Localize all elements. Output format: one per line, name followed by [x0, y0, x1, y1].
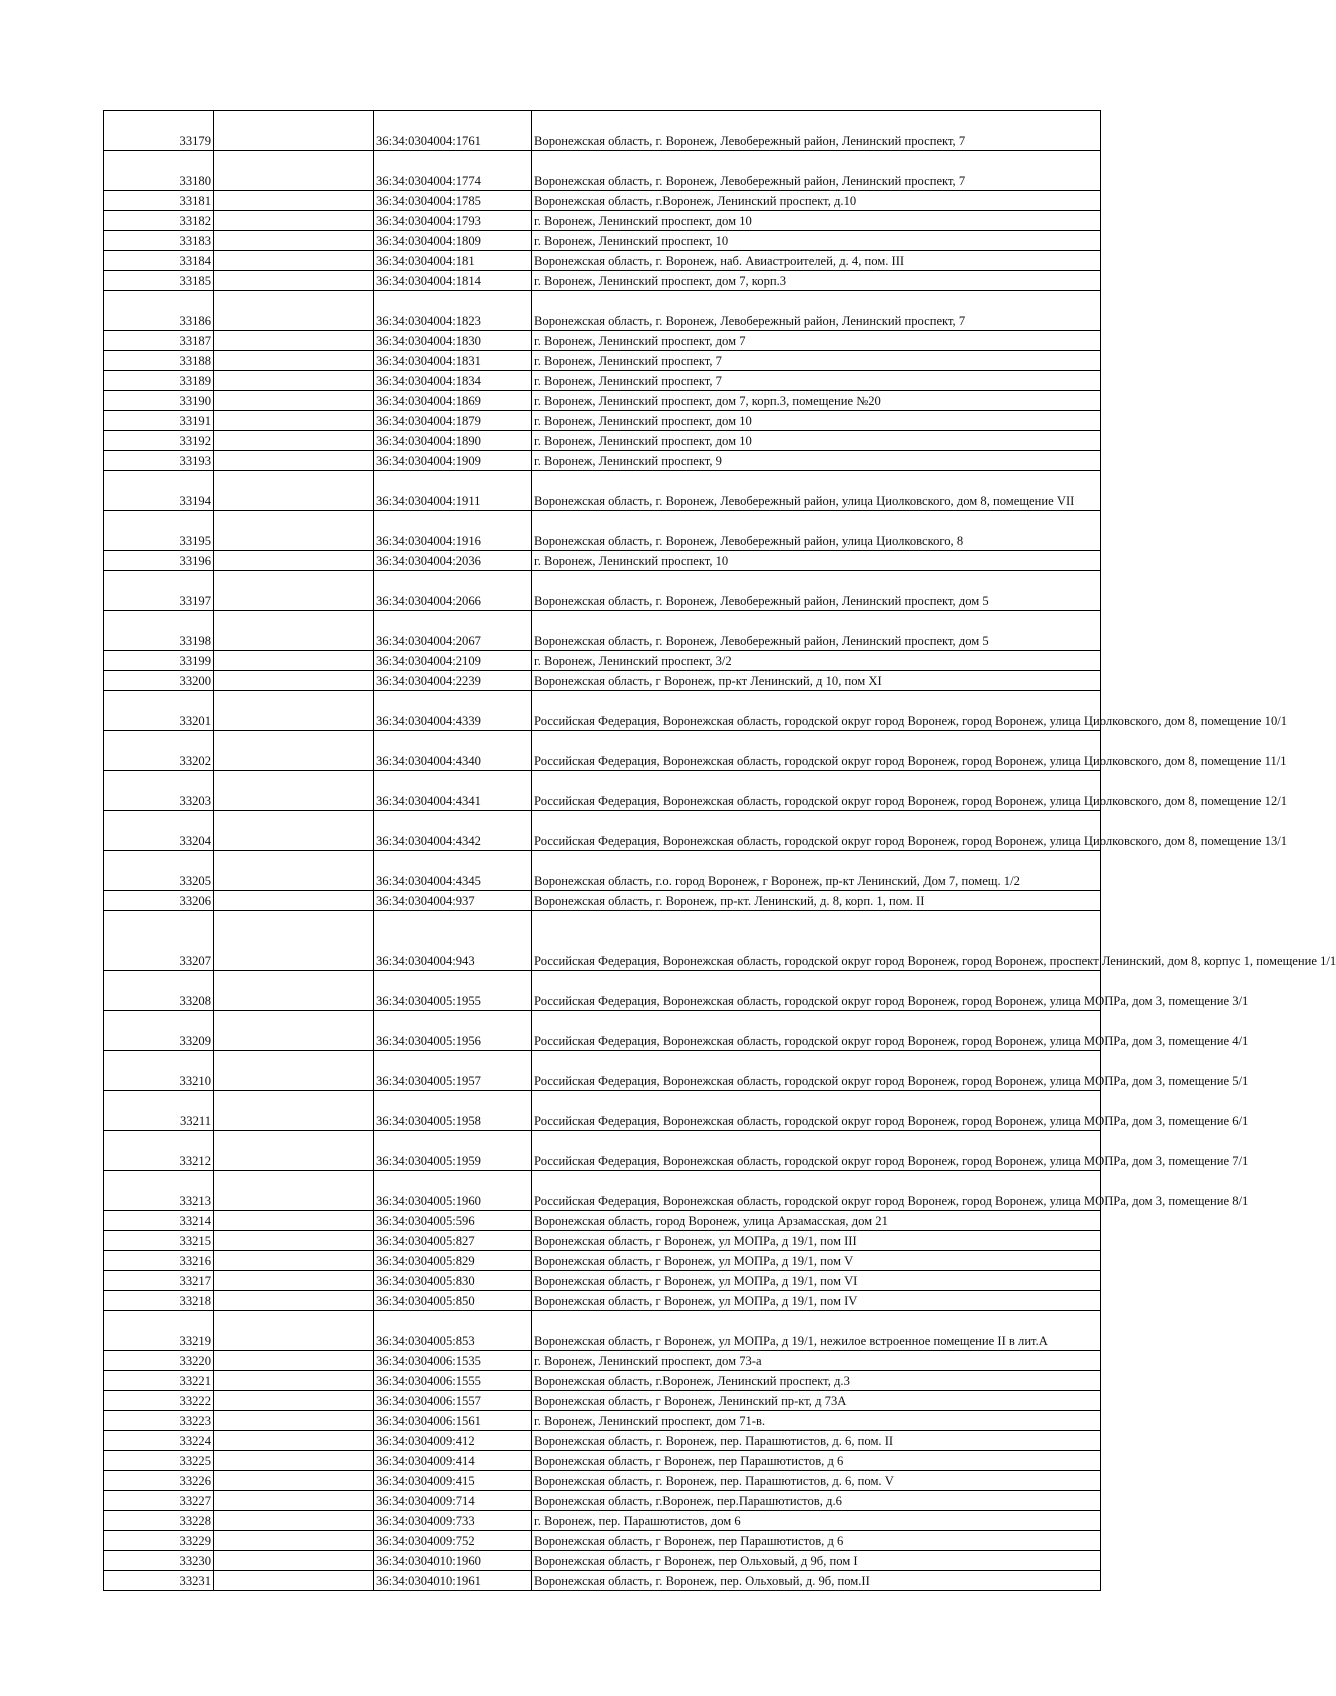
- table-row: [104, 551, 1101, 571]
- table-row: [104, 851, 1101, 891]
- empty-cell: [214, 671, 374, 691]
- row-number-cell: 33187: [104, 331, 214, 351]
- cadastral-number-cell: 36:34:0304004:181: [374, 251, 532, 271]
- table-row: [104, 231, 1101, 251]
- table-row: [104, 811, 1101, 851]
- empty-cell: [214, 1471, 374, 1491]
- table-row: [104, 451, 1101, 471]
- cadastral-number-cell: 36:34:0304004:943: [374, 911, 532, 971]
- empty-cell: [214, 1551, 374, 1571]
- row-number-cell: 33211: [104, 1091, 214, 1131]
- cadastral-number-cell: 36:34:0304004:1834: [374, 371, 532, 391]
- empty-cell: [214, 411, 374, 431]
- empty-cell: [214, 331, 374, 351]
- address-cell: Воронежская область, г. Воронеж, Левобережный район, Ленинский проспект, дом 5: [532, 611, 1101, 651]
- table-row: [104, 1511, 1101, 1531]
- address-cell: Воронежская область, г.Воронеж, пер.Парашютистов, д.6: [532, 1491, 1101, 1511]
- empty-cell: [214, 691, 374, 731]
- table-row: [104, 431, 1101, 451]
- registry-rows: [104, 111, 1336, 1591]
- row-number-cell: 33225: [104, 1451, 214, 1471]
- cadastral-number-cell: 36:34:0304009:415: [374, 1471, 532, 1491]
- table-row: [104, 1311, 1101, 1351]
- table-row: [104, 1351, 1101, 1371]
- address-cell: г. Воронеж, Ленинский проспект, 3/2: [532, 651, 1101, 671]
- address-cell: Воронежская область, г Воронеж, ул МОПРа, д 19/1, пом V: [532, 1251, 1101, 1271]
- row-number-cell: 33201: [104, 691, 214, 731]
- address-cell: Воронежская область, г Воронеж, ул МОПРа, д 19/1, пом VI: [532, 1271, 1101, 1291]
- table-row: [104, 911, 1101, 971]
- row-number-cell: 33192: [104, 431, 214, 451]
- table-row: [104, 1551, 1101, 1571]
- address-cell: Воронежская область, город Воронеж, улица Арзамасская, дом 21: [532, 1211, 1101, 1231]
- property-registry-table: [103, 110, 1336, 1591]
- empty-cell: [214, 651, 374, 671]
- table-row: [104, 1471, 1101, 1491]
- cadastral-number-cell: 36:34:0304010:1960: [374, 1551, 532, 1571]
- address-cell: г. Воронеж, Ленинский проспект, 10: [532, 551, 1101, 571]
- table-row: [104, 1051, 1101, 1091]
- address-cell: Воронежская область, г. Воронеж, Левобережный район, улица Циолковского, 8: [532, 511, 1101, 551]
- table-row: [104, 411, 1101, 431]
- address-cell: Воронежская область, г. Воронеж, Левобережный район, Ленинский проспект, 7: [532, 111, 1101, 151]
- empty-cell: [214, 291, 374, 331]
- row-number-cell: 33191: [104, 411, 214, 431]
- cadastral-number-cell: 36:34:0304004:2109: [374, 651, 532, 671]
- address-cell: г. Воронеж, Ленинский проспект, дом 71-в.: [532, 1411, 1101, 1431]
- row-number-cell: 33202: [104, 731, 214, 771]
- row-number-cell: 33218: [104, 1291, 214, 1311]
- row-number-cell: 33210: [104, 1051, 214, 1091]
- cadastral-number-cell: 36:34:0304004:1831: [374, 351, 532, 371]
- empty-cell: [214, 371, 374, 391]
- row-number-cell: 33230: [104, 1551, 214, 1571]
- table-row: [104, 111, 1101, 151]
- address-cell: г. Воронеж, пер. Парашютистов, дом 6: [532, 1511, 1101, 1531]
- empty-cell: [214, 151, 374, 191]
- row-number-cell: 33215: [104, 1231, 214, 1251]
- cadastral-number-cell: 36:34:0304005:853: [374, 1311, 532, 1351]
- cadastral-number-cell: 36:34:0304004:4341: [374, 771, 532, 811]
- table-row: [104, 191, 1101, 211]
- address-cell: Воронежская область, г Воронеж, пер Парашютистов, д 6: [532, 1531, 1101, 1551]
- empty-cell: [214, 551, 374, 571]
- empty-cell: [214, 1491, 374, 1511]
- table-row: [104, 1271, 1101, 1291]
- table-row: [104, 331, 1101, 351]
- address-cell: Российская Федерация, Воронежская область, городской округ город Воронеж, город Воронеж, проспект Ленинский, дом 8, корпус 1, помещение 1/1: [532, 911, 1101, 971]
- row-number-cell: 33193: [104, 451, 214, 471]
- address-cell: г. Воронеж, Ленинский проспект, 7: [532, 371, 1101, 391]
- address-cell: Российская Федерация, Воронежская область, городской округ город Воронеж, город Воронеж, улица Циолковского, дом 8, помещение 13/1: [532, 811, 1101, 851]
- address-cell: Российская Федерация, Воронежская область, городской округ город Воронеж, город Воронеж, улица МОПРа, дом 3, помещение 6/1: [532, 1091, 1101, 1131]
- empty-cell: [214, 1291, 374, 1311]
- empty-cell: [214, 1391, 374, 1411]
- empty-cell: [214, 271, 374, 291]
- row-number-cell: 33228: [104, 1511, 214, 1531]
- address-cell: г. Воронеж, Ленинский проспект, дом 10: [532, 431, 1101, 451]
- cadastral-number-cell: 36:34:0304004:1809: [374, 231, 532, 251]
- empty-cell: [214, 731, 374, 771]
- empty-cell: [214, 1091, 374, 1131]
- cadastral-number-cell: 36:34:0304005:827: [374, 1231, 532, 1251]
- row-number-cell: 33197: [104, 571, 214, 611]
- row-number-cell: 33204: [104, 811, 214, 851]
- address-cell: Воронежская область, г. Воронеж, пер. Парашютистов, д. 6, пом. V: [532, 1471, 1101, 1491]
- empty-cell: [214, 771, 374, 811]
- table-row: [104, 971, 1101, 1011]
- table-row: [104, 1571, 1101, 1591]
- address-cell: г. Воронеж, Ленинский проспект, дом 7, корп.3, помещение №20: [532, 391, 1101, 411]
- address-cell: Российская Федерация, Воронежская область, городской округ город Воронеж, город Воронеж, улица МОПРа, дом 3, помещение 7/1: [532, 1131, 1101, 1171]
- cadastral-number-cell: 36:34:0304006:1555: [374, 1371, 532, 1391]
- empty-cell: [214, 1231, 374, 1251]
- cadastral-number-cell: 36:34:0304004:2239: [374, 671, 532, 691]
- empty-cell: [214, 431, 374, 451]
- address-cell: г. Воронеж, Ленинский проспект, дом 73-а: [532, 1351, 1101, 1371]
- cadastral-number-cell: 36:34:0304004:1916: [374, 511, 532, 551]
- cadastral-number-cell: 36:34:0304004:1909: [374, 451, 532, 471]
- empty-cell: [214, 1571, 374, 1591]
- cadastral-number-cell: 36:34:0304004:4345: [374, 851, 532, 891]
- cadastral-number-cell: 36:34:0304005:1958: [374, 1091, 532, 1131]
- cadastral-number-cell: 36:34:0304004:4342: [374, 811, 532, 851]
- cadastral-number-cell: 36:34:0304005:1959: [374, 1131, 532, 1171]
- address-cell: Воронежская область, г Воронеж, пер Ольховый, д 9б, пом I: [532, 1551, 1101, 1571]
- empty-cell: [214, 1011, 374, 1051]
- cadastral-number-cell: 36:34:0304009:412: [374, 1431, 532, 1451]
- cadastral-number-cell: 36:34:0304004:1793: [374, 211, 532, 231]
- cadastral-number-cell: 36:34:0304009:414: [374, 1451, 532, 1471]
- row-number-cell: 33209: [104, 1011, 214, 1051]
- address-cell: Воронежская область, г Воронеж, ул МОПРа, д 19/1, нежилое встроенное помещение II в лит.А: [532, 1311, 1101, 1351]
- table-row: [104, 651, 1101, 671]
- address-cell: Российская Федерация, Воронежская область, городской округ город Воронеж, город Воронеж, улица МОПРа, дом 3, помещение 8/1: [532, 1171, 1101, 1211]
- table-row: [104, 471, 1101, 511]
- row-number-cell: 33196: [104, 551, 214, 571]
- table-row: [104, 611, 1101, 651]
- address-cell: Воронежская область, г Воронеж, Ленинский пр-кт, д 73А: [532, 1391, 1101, 1411]
- empty-cell: [214, 1051, 374, 1091]
- address-cell: Российская Федерация, Воронежская область, городской округ город Воронеж, город Воронеж, улица Циолковского, дом 8, помещение 10/1: [532, 691, 1101, 731]
- cadastral-number-cell: 36:34:0304004:1814: [374, 271, 532, 291]
- table-row: [104, 1371, 1101, 1391]
- empty-cell: [214, 211, 374, 231]
- row-number-cell: 33200: [104, 671, 214, 691]
- address-cell: г. Воронеж, Ленинский проспект, 7: [532, 351, 1101, 371]
- row-number-cell: 33220: [104, 1351, 214, 1371]
- cadastral-number-cell: 36:34:0304004:1879: [374, 411, 532, 431]
- row-number-cell: 33203: [104, 771, 214, 811]
- empty-cell: [214, 1251, 374, 1271]
- table-row: [104, 1211, 1101, 1231]
- cadastral-number-cell: 36:34:0304004:1911: [374, 471, 532, 511]
- empty-cell: [214, 391, 374, 411]
- table-row: [104, 1451, 1101, 1471]
- cadastral-number-cell: 36:34:0304006:1535: [374, 1351, 532, 1371]
- table-row: [104, 691, 1101, 731]
- table-row: [104, 251, 1101, 271]
- row-number-cell: 33186: [104, 291, 214, 331]
- cadastral-number-cell: 36:34:0304009:733: [374, 1511, 532, 1531]
- table-row: [104, 1411, 1101, 1431]
- cadastral-number-cell: 36:34:0304004:1761: [374, 111, 532, 151]
- table-row: [104, 511, 1101, 551]
- address-cell: Воронежская область, г. Воронеж, Левобережный район, Ленинский проспект, дом 5: [532, 571, 1101, 611]
- address-cell: Российская Федерация, Воронежская область, городской округ город Воронеж, город Воронеж, улица Циолковского, дом 8, помещение 12/1: [532, 771, 1101, 811]
- empty-cell: [214, 1531, 374, 1551]
- empty-cell: [214, 1311, 374, 1351]
- address-cell: Воронежская область, г. Воронеж, Левобережный район, улица Циолковского, дом 8, помещение VII: [532, 471, 1101, 511]
- table-row: [104, 731, 1101, 771]
- address-cell: г. Воронеж, Ленинский проспект, 9: [532, 451, 1101, 471]
- table-row: [104, 1491, 1101, 1511]
- empty-cell: [214, 111, 374, 151]
- empty-cell: [214, 351, 374, 371]
- address-cell: Воронежская область, г Воронеж, ул МОПРа, д 19/1, пом IV: [532, 1291, 1101, 1311]
- empty-cell: [214, 251, 374, 271]
- table-row: [104, 371, 1101, 391]
- table-row: [104, 1391, 1101, 1411]
- row-number-cell: 33226: [104, 1471, 214, 1491]
- address-cell: Российская Федерация, Воронежская область, городской округ город Воронеж, город Воронеж, улица МОПРа, дом 3, помещение 3/1: [532, 971, 1101, 1011]
- row-number-cell: 33181: [104, 191, 214, 211]
- row-number-cell: 33205: [104, 851, 214, 891]
- empty-cell: [214, 1431, 374, 1451]
- cadastral-number-cell: 36:34:0304010:1961: [374, 1571, 532, 1591]
- row-number-cell: 33207: [104, 911, 214, 971]
- address-cell: Российская Федерация, Воронежская область, городской округ город Воронеж, город Воронеж, улица МОПРа, дом 3, помещение 4/1: [532, 1011, 1101, 1051]
- address-cell: Воронежская область, г. Воронеж, пер. Парашютистов, д. 6, пом. II: [532, 1431, 1101, 1451]
- table-row: [104, 1531, 1101, 1551]
- cadastral-number-cell: 36:34:0304009:752: [374, 1531, 532, 1551]
- address-cell: Воронежская область, г. Воронеж, Левобережный район, Ленинский проспект, 7: [532, 151, 1101, 191]
- row-number-cell: 33231: [104, 1571, 214, 1591]
- cadastral-number-cell: 36:34:0304004:1830: [374, 331, 532, 351]
- table-row: [104, 211, 1101, 231]
- address-cell: Воронежская область, г. Воронеж, Левобережный район, Ленинский проспект, 7: [532, 291, 1101, 331]
- address-cell: г. Воронеж, Ленинский проспект, дом 10: [532, 411, 1101, 431]
- cadastral-number-cell: 36:34:0304005:829: [374, 1251, 532, 1271]
- row-number-cell: 33229: [104, 1531, 214, 1551]
- cadastral-number-cell: 36:34:0304004:2066: [374, 571, 532, 611]
- address-cell: Воронежская область, г.Воронеж, Ленинский проспект, д.3: [532, 1371, 1101, 1391]
- cadastral-number-cell: 36:34:0304004:2036: [374, 551, 532, 571]
- table-row: [104, 671, 1101, 691]
- empty-cell: [214, 1511, 374, 1531]
- row-number-cell: 33227: [104, 1491, 214, 1511]
- table-row: [104, 1091, 1101, 1131]
- address-cell: Воронежская область, г Воронеж, ул МОПРа, д 19/1, пом III: [532, 1231, 1101, 1251]
- row-number-cell: 33219: [104, 1311, 214, 1351]
- address-cell: Воронежская область, г Воронеж, пер Парашютистов, д 6: [532, 1451, 1101, 1471]
- table-row: [104, 1171, 1101, 1211]
- address-cell: Воронежская область, г. Воронеж, пер. Ольховый, д. 9б, пом.II: [532, 1571, 1101, 1591]
- cadastral-number-cell: 36:34:0304005:1957: [374, 1051, 532, 1091]
- address-cell: Воронежская область, г. Воронеж, наб. Авиастроителей, д. 4, пом. III: [532, 251, 1101, 271]
- row-number-cell: 33180: [104, 151, 214, 191]
- address-cell: г. Воронеж, Ленинский проспект, дом 7: [532, 331, 1101, 351]
- table-row: [104, 1291, 1101, 1311]
- empty-cell: [214, 471, 374, 511]
- row-number-cell: 33208: [104, 971, 214, 1011]
- cadastral-number-cell: 36:34:0304006:1557: [374, 1391, 532, 1411]
- table-row: [104, 291, 1101, 331]
- row-number-cell: 33183: [104, 231, 214, 251]
- row-number-cell: 33199: [104, 651, 214, 671]
- row-number-cell: 33194: [104, 471, 214, 511]
- row-number-cell: 33223: [104, 1411, 214, 1431]
- table-row: [104, 1231, 1101, 1251]
- table-row: [104, 351, 1101, 371]
- cadastral-number-cell: 36:34:0304004:1890: [374, 431, 532, 451]
- row-number-cell: 33206: [104, 891, 214, 911]
- row-number-cell: 33214: [104, 1211, 214, 1231]
- table-row: [104, 151, 1101, 191]
- address-cell: Российская Федерация, Воронежская область, городской округ город Воронеж, город Воронеж, улица Циолковского, дом 8, помещение 11/1: [532, 731, 1101, 771]
- empty-cell: [214, 451, 374, 471]
- address-cell: г. Воронеж, Ленинский проспект, 10: [532, 231, 1101, 251]
- cadastral-number-cell: 36:34:0304005:850: [374, 1291, 532, 1311]
- cadastral-number-cell: 36:34:0304004:4340: [374, 731, 532, 771]
- table-row: [104, 891, 1101, 911]
- cadastral-number-cell: 36:34:0304005:830: [374, 1271, 532, 1291]
- row-number-cell: 33222: [104, 1391, 214, 1411]
- empty-cell: [214, 1171, 374, 1211]
- cadastral-number-cell: 36:34:0304005:1956: [374, 1011, 532, 1051]
- table-row: [104, 771, 1101, 811]
- cadastral-number-cell: 36:34:0304004:4339: [374, 691, 532, 731]
- row-number-cell: 33221: [104, 1371, 214, 1391]
- table-row: [104, 391, 1101, 411]
- empty-cell: [214, 1211, 374, 1231]
- cadastral-number-cell: 36:34:0304009:714: [374, 1491, 532, 1511]
- row-number-cell: 33190: [104, 391, 214, 411]
- address-cell: г. Воронеж, Ленинский проспект, дом 10: [532, 211, 1101, 231]
- empty-cell: [214, 1271, 374, 1291]
- row-number-cell: 33179: [104, 111, 214, 151]
- empty-cell: [214, 611, 374, 651]
- row-number-cell: 33185: [104, 271, 214, 291]
- row-number-cell: 33189: [104, 371, 214, 391]
- address-cell: Российская Федерация, Воронежская область, городской округ город Воронеж, город Воронеж, улица МОПРа, дом 3, помещение 5/1: [532, 1051, 1101, 1091]
- empty-cell: [214, 891, 374, 911]
- cadastral-number-cell: 36:34:0304004:1774: [374, 151, 532, 191]
- empty-cell: [214, 971, 374, 1011]
- cadastral-number-cell: 36:34:0304005:1955: [374, 971, 532, 1011]
- empty-cell: [214, 1451, 374, 1471]
- empty-cell: [214, 1131, 374, 1171]
- row-number-cell: 33184: [104, 251, 214, 271]
- empty-cell: [214, 1351, 374, 1371]
- table-row: [104, 571, 1101, 611]
- cadastral-number-cell: 36:34:0304005:596: [374, 1211, 532, 1231]
- row-number-cell: 33212: [104, 1131, 214, 1171]
- cadastral-number-cell: 36:34:0304004:1869: [374, 391, 532, 411]
- row-number-cell: 33195: [104, 511, 214, 551]
- row-number-cell: 33217: [104, 1271, 214, 1291]
- row-number-cell: 33224: [104, 1431, 214, 1451]
- cadastral-number-cell: 36:34:0304004:1785: [374, 191, 532, 211]
- address-cell: Воронежская область, г Воронеж, пр-кт Ленинский, д 10, пом XI: [532, 671, 1101, 691]
- address-cell: Воронежская область, г.Воронеж, Ленинский проспект, д.10: [532, 191, 1101, 211]
- row-number-cell: 33188: [104, 351, 214, 371]
- empty-cell: [214, 811, 374, 851]
- empty-cell: [214, 231, 374, 251]
- table-row: [104, 1011, 1101, 1051]
- row-number-cell: 33182: [104, 211, 214, 231]
- empty-cell: [214, 511, 374, 551]
- empty-cell: [214, 1411, 374, 1431]
- cadastral-number-cell: 36:34:0304005:1960: [374, 1171, 532, 1211]
- table-row: [104, 271, 1101, 291]
- address-cell: г. Воронеж, Ленинский проспект, дом 7, корп.3: [532, 271, 1101, 291]
- empty-cell: [214, 1371, 374, 1391]
- empty-cell: [214, 851, 374, 891]
- address-cell: Воронежская область, г.о. город Воронеж, г Воронеж, пр-кт Ленинский, Дом 7, помещ. 1/2: [532, 851, 1101, 891]
- row-number-cell: 33213: [104, 1171, 214, 1211]
- cadastral-number-cell: 36:34:0304004:1823: [374, 291, 532, 331]
- empty-cell: [214, 191, 374, 211]
- row-number-cell: 33216: [104, 1251, 214, 1271]
- table-row: [104, 1131, 1101, 1171]
- empty-cell: [214, 911, 374, 971]
- empty-cell: [214, 571, 374, 611]
- cadastral-number-cell: 36:34:0304006:1561: [374, 1411, 532, 1431]
- address-cell: Воронежская область, г. Воронеж, пр-кт. Ленинский, д. 8, корп. 1, пом. II: [532, 891, 1101, 911]
- cadastral-number-cell: 36:34:0304004:2067: [374, 611, 532, 651]
- table-row: [104, 1431, 1101, 1451]
- table-row: [104, 1251, 1101, 1271]
- cadastral-number-cell: 36:34:0304004:937: [374, 891, 532, 911]
- row-number-cell: 33198: [104, 611, 214, 651]
